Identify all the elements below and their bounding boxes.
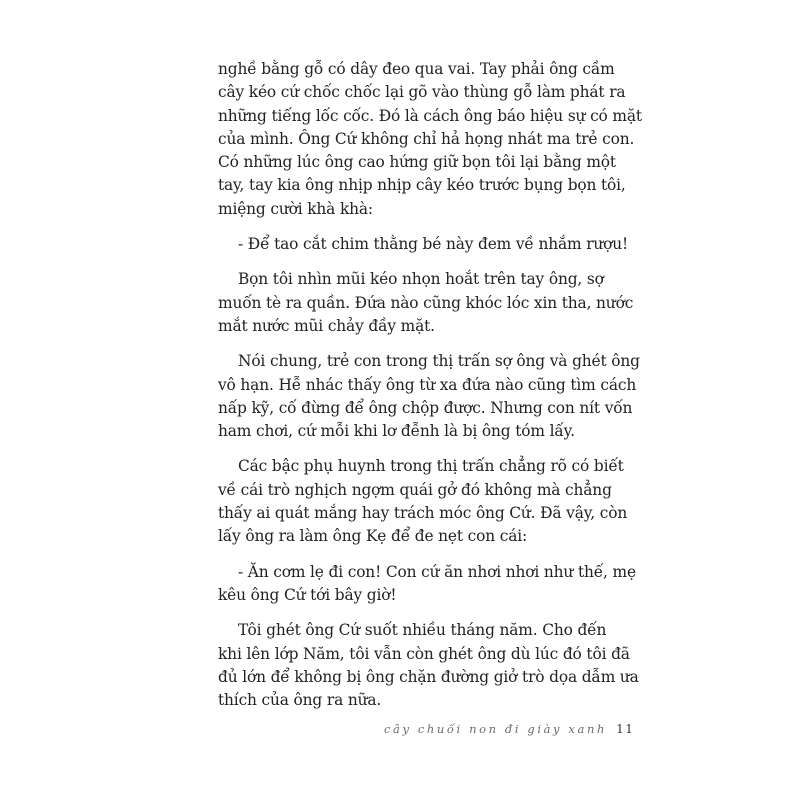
- text-line: khi lên lớp Năm, tôi vẫn còn ghét ông dù lúc đó tôi đã: [218, 644, 630, 663]
- book-title: cây chuối non đi giày xanh: [384, 722, 607, 736]
- paragraph-gap: [218, 338, 583, 350]
- text-line: Nói chung, trẻ con trong thị trấn sợ ông và ghét ông: [238, 352, 640, 371]
- paragraph: [218, 619, 639, 712]
- text-line: miệng cười khà khà:: [218, 199, 373, 218]
- text-line: lấy ông ra làm ông Kẹ để đe nẹt con cái:: [218, 527, 528, 546]
- text-line: tay, tay kia ông nhịp nhịp cây kéo trước bụng bọn tôi,: [218, 176, 626, 195]
- text-line: - Để tao cắt chim thằng bé này đem về nhắm rượu!: [238, 235, 629, 254]
- text-line: muốn tè ra quần. Đứa nào cũng khóc lóc xin tha, nước: [218, 293, 634, 312]
- text-line: cây kéo cứ chốc chốc lại gõ vào thùng gỗ làm phát ra: [218, 83, 626, 102]
- text-line: những tiếng lốc cốc. Đó là cách ông báo hiệu sự có mặt: [218, 106, 642, 125]
- paragraph: [218, 455, 628, 548]
- text-line: thích của ông ra nữa.: [218, 691, 382, 710]
- text-line: đủ lớn để không bị ông chặn đường giở trò dọa dẫm ưa: [218, 667, 639, 686]
- page-number: 11: [616, 722, 635, 736]
- paragraph-gap: [218, 549, 583, 561]
- paragraph-gap: [218, 221, 583, 233]
- paragraph: [218, 268, 634, 338]
- paragraph-gap: [218, 443, 583, 455]
- text-line: nấp kỹ, cố đừng để ông chộp được. Nhưng con nít vốn: [218, 398, 633, 417]
- text-line: thấy ai quát mắng hay trách móc ông Cứ. Đã vậy, còn: [218, 504, 628, 523]
- paragraph: [218, 561, 636, 608]
- body-text: [218, 58, 642, 712]
- text-line: Tôi ghét ông Cứ suốt nhiều tháng năm. Cho đến: [238, 621, 607, 640]
- text-line: của mình. Ông Cứ không chỉ hả họng nhát ma trẻ con.: [218, 129, 635, 148]
- text-line: kêu ông Cứ tới bây giờ!: [218, 585, 397, 604]
- paragraph-gap: [218, 607, 583, 619]
- paragraph: [218, 350, 640, 443]
- text-line: Bọn tôi nhìn mũi kéo nhọn hoắt trên tay ông, sợ: [238, 270, 604, 289]
- text-line: - Ăn cơm lẹ đi con! Con cứ ăn nhơi nhơi như thế, mẹ: [238, 562, 636, 581]
- paragraph: [218, 233, 629, 256]
- text-line: vô hạn. Hễ nhác thấy ông từ xa đứa nào cũng tìm cách: [218, 375, 637, 394]
- text-line: ham chơi, cứ mỗi khi lơ đễnh là bị ông tóm lấy.: [218, 422, 575, 441]
- text-line: Các bậc phụ huynh trong thị trấn chẳng rõ có biết: [238, 457, 624, 476]
- text-line: về cái trò nghịch ngợm quái gở đó không mà chẳng: [218, 480, 612, 499]
- paragraph: [218, 58, 642, 221]
- text-line: nghề bằng gỗ có dây đeo qua vai. Tay phải ông cầm: [218, 60, 615, 78]
- text-line: Có những lúc ông cao hứng giữ bọn tôi lại bằng một: [218, 153, 616, 172]
- running-footer: [384, 718, 634, 737]
- text-line: mắt nước mũi chảy đầy mặt.: [218, 316, 435, 335]
- paragraph-gap: [218, 256, 583, 268]
